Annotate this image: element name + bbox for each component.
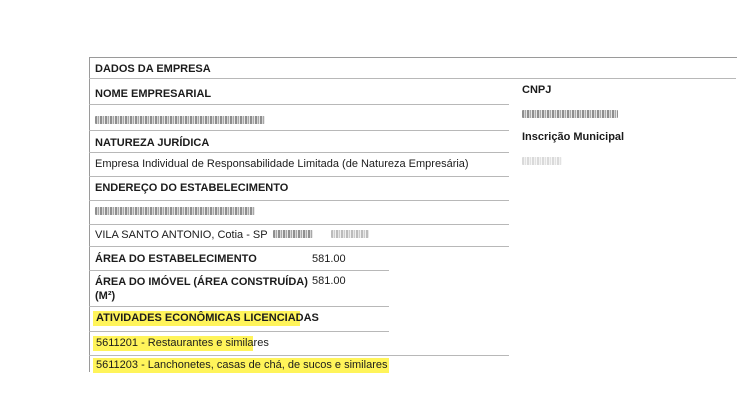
area-imovel-value: 581.00 (312, 275, 346, 287)
nome-empresarial-label: NOME EMPRESARIAL (95, 88, 212, 100)
nome-empresarial-value-redacted (95, 115, 265, 128)
table-divider (89, 130, 509, 131)
cnpj-value-redacted (522, 109, 618, 122)
table-divider (89, 331, 389, 332)
table-divider (89, 176, 509, 177)
activity-item: 5611203 - Lanchonetes, casas de chá, de sucos e similares (96, 359, 388, 371)
table-divider (89, 104, 509, 105)
inscricao-municipal-label: Inscrição Municipal (522, 131, 625, 143)
inscricao-municipal-value-redacted (522, 156, 562, 169)
natureza-juridica-label: NATUREZA JURÍDICA (95, 137, 210, 149)
table-divider (89, 78, 736, 79)
number-redacted (331, 230, 369, 238)
section-title: DADOS DA EMPRESA (95, 63, 211, 75)
table-divider (89, 200, 509, 201)
activity-item: 5611201 - Restaurantes e similares (96, 337, 269, 349)
endereco-city-text: VILA SANTO ANTONIO, Cotia - SP (95, 229, 268, 241)
table-divider (89, 306, 389, 307)
endereco-city (95, 229, 369, 242)
table-divider (89, 152, 509, 153)
area-imovel-label: ÁREA DO IMÓVEL (ÁREA CONSTRUÍDA) (95, 276, 308, 288)
endereco-label: ENDEREÇO DO ESTABELECIMENTO (95, 182, 289, 194)
table-divider (89, 246, 509, 247)
table-divider (89, 224, 509, 225)
area-imovel-unit: (M²) (95, 290, 116, 302)
table-divider (89, 270, 389, 271)
natureza-juridica-value: Empresa Individual de Responsabilidade Limitada (de Natureza Empresária) (95, 158, 469, 170)
endereco-street-redacted (95, 206, 255, 219)
cep-redacted (273, 230, 313, 238)
area-estabelecimento-value: 581.00 (312, 253, 346, 265)
cnpj-label: CNPJ (522, 84, 552, 96)
table-divider (89, 355, 509, 356)
atividades-header: ATIVIDADES ECONÔMICAS LICENCIADAS (96, 312, 319, 324)
area-estabelecimento-label: ÁREA DO ESTABELECIMENTO (95, 253, 257, 265)
